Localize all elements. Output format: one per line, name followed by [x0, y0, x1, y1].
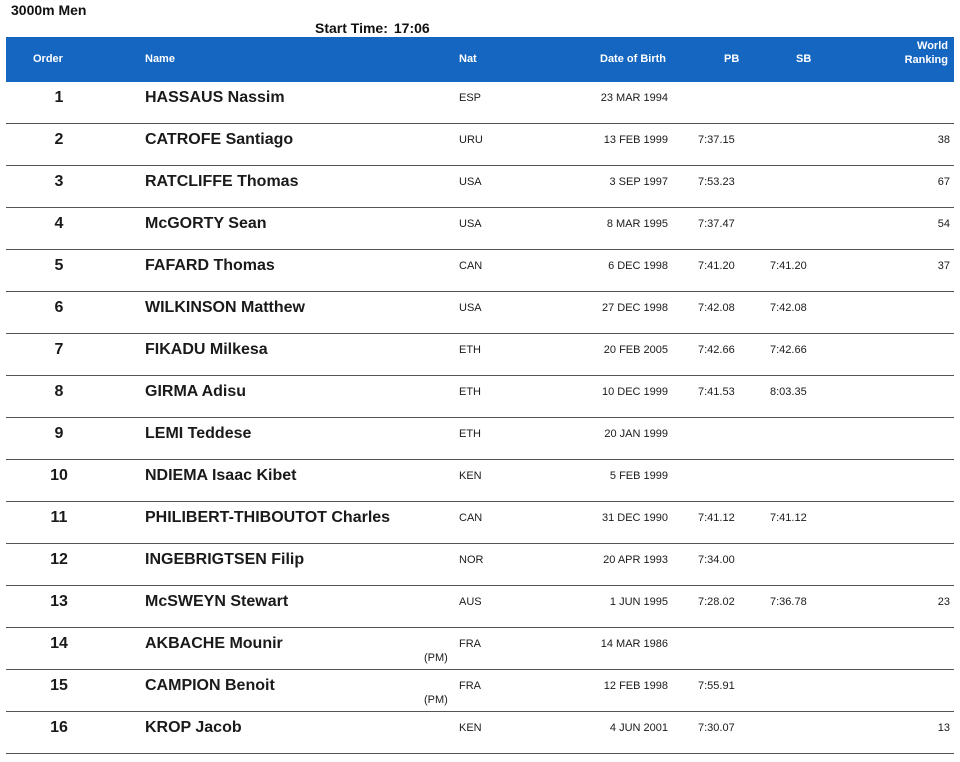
nationality-cell: FRA [459, 680, 481, 692]
world-ranking-cell: 37 [937, 260, 950, 272]
order-cell: 15 [50, 677, 68, 694]
athlete-name: PHILIBERT-THIBOUTOT Charles [145, 509, 391, 526]
world-ranking-cell: 54 [937, 218, 950, 230]
order-cell: 13 [50, 593, 68, 610]
athlete-name: RATCLIFFE Thomas [145, 173, 299, 190]
personal-best-cell: 7:30.07 [698, 722, 735, 734]
header-nat: Nat [459, 53, 477, 65]
season-best-cell: 7:36.78 [770, 596, 807, 608]
table-row [6, 544, 954, 586]
athlete-name: INGEBRIGTSEN Filip [145, 551, 305, 568]
nationality-cell: USA [459, 218, 482, 230]
nationality-cell: CAN [459, 512, 483, 524]
athlete-name: CATROFE Santiago [145, 131, 294, 148]
date-of-birth-cell: 31 DEC 1990 [601, 512, 668, 524]
table-row [6, 628, 954, 670]
start-time-value: 17:06 [393, 20, 430, 36]
date-of-birth-cell: 23 MAR 1994 [600, 92, 668, 104]
header-date-of-birth: Date of Birth [600, 53, 666, 65]
nationality-cell: CAN [459, 260, 483, 272]
nationality-cell: ETH [459, 428, 481, 440]
start-time [315, 20, 430, 36]
table-row [6, 376, 954, 418]
athlete-name: FAFARD Thomas [145, 257, 275, 274]
season-best-cell: 7:42.66 [770, 344, 807, 356]
date-of-birth-cell: 12 FEB 1998 [603, 680, 668, 692]
table-row [6, 166, 954, 208]
order-cell: 6 [54, 299, 64, 316]
order-cell: 11 [50, 509, 68, 526]
athlete-name: HASSAUS Nassim [145, 89, 285, 106]
athlete-name: McGORTY Sean [145, 215, 267, 232]
personal-best-cell: 7:55.91 [698, 680, 735, 692]
date-of-birth-cell: 3 SEP 1997 [609, 176, 668, 188]
order-cell: 10 [50, 467, 68, 484]
table-row [6, 418, 954, 460]
world-ranking-cell: 67 [937, 176, 950, 188]
header-world-ranking [905, 39, 948, 67]
personal-best-cell: 7:34.00 [698, 554, 735, 566]
personal-best-cell: 7:37.15 [698, 134, 735, 146]
athlete-name: WILKINSON Matthew [145, 299, 305, 316]
world-ranking-cell: 13 [937, 722, 950, 734]
date-of-birth-cell: 27 DEC 1998 [601, 302, 668, 314]
event-title: 3000m Men [11, 2, 87, 18]
personal-best-cell: 7:53.23 [698, 176, 735, 188]
order-cell: 8 [54, 383, 64, 400]
athlete-name: CAMPION Benoit [145, 677, 275, 694]
athlete-name: GIRMA Adisu [145, 383, 247, 400]
date-of-birth-cell: 20 APR 1993 [603, 554, 668, 566]
table-row [6, 334, 954, 376]
date-of-birth-cell: 8 MAR 1995 [606, 218, 668, 230]
nationality-cell: KEN [459, 722, 482, 734]
pacemaker-tag: (PM) [424, 694, 448, 706]
order-cell: 16 [50, 719, 68, 736]
nationality-cell: URU [459, 134, 483, 146]
personal-best-cell: 7:42.08 [698, 302, 735, 314]
world-ranking-cell: 23 [937, 596, 950, 608]
date-of-birth-cell: 4 JUN 2001 [609, 722, 668, 734]
personal-best-cell: 7:41.12 [698, 512, 735, 524]
table-row [6, 670, 954, 712]
header-sb: SB [796, 53, 812, 65]
table-row [6, 460, 954, 502]
table-row [6, 82, 954, 124]
header-world-ranking-line2: Ranking [904, 54, 948, 66]
order-cell: 14 [50, 635, 68, 652]
table-row [6, 124, 954, 166]
header-pb: PB [724, 53, 740, 65]
athlete-name: KROP Jacob [145, 719, 242, 736]
table-header [6, 37, 954, 82]
order-cell: 4 [54, 215, 64, 232]
order-cell: 1 [54, 89, 64, 106]
world-ranking-cell: 38 [937, 134, 950, 146]
nationality-cell: USA [459, 302, 482, 314]
nationality-cell: ETH [459, 386, 481, 398]
table-row [6, 292, 954, 334]
start-list-table [6, 82, 954, 754]
personal-best-cell: 7:41.53 [698, 386, 735, 398]
athlete-name: FIKADU Milkesa [145, 341, 268, 358]
date-of-birth-cell: 1 JUN 1995 [609, 596, 668, 608]
order-cell: 7 [54, 341, 64, 358]
table-row [6, 250, 954, 292]
personal-best-cell: 7:41.20 [698, 260, 735, 272]
order-cell: 2 [54, 131, 64, 148]
order-cell: 5 [54, 257, 64, 274]
start-time-label: Start Time: [315, 20, 388, 36]
date-of-birth-cell: 13 FEB 1999 [603, 134, 668, 146]
athlete-name: AKBACHE Mounir [145, 635, 283, 652]
nationality-cell: KEN [459, 470, 482, 482]
order-cell: 3 [54, 173, 64, 190]
season-best-cell: 7:42.08 [770, 302, 807, 314]
athlete-name: LEMI Teddese [145, 425, 252, 442]
nationality-cell: FRA [459, 638, 481, 650]
pacemaker-tag: (PM) [424, 652, 448, 664]
date-of-birth-cell: 10 DEC 1999 [601, 386, 668, 398]
nationality-cell: NOR [459, 554, 484, 566]
table-row [6, 208, 954, 250]
table-row [6, 502, 954, 544]
header-order: Order [33, 53, 63, 65]
nationality-cell: AUS [459, 596, 482, 608]
date-of-birth-cell: 20 FEB 2005 [603, 344, 668, 356]
table-row [6, 712, 954, 754]
header-name: Name [145, 53, 175, 65]
athlete-name: NDIEMA Isaac Kibet [145, 467, 297, 484]
header-world-ranking-line1: World [917, 40, 948, 52]
personal-best-cell: 7:42.66 [698, 344, 735, 356]
nationality-cell: ESP [459, 92, 482, 104]
season-best-cell: 8:03.35 [770, 386, 807, 398]
date-of-birth-cell: 6 DEC 1998 [608, 260, 668, 272]
table-row [6, 586, 954, 628]
order-cell: 12 [50, 551, 68, 568]
nationality-cell: ETH [459, 344, 481, 356]
personal-best-cell: 7:37.47 [698, 218, 735, 230]
date-of-birth-cell: 20 JAN 1999 [604, 428, 668, 440]
athlete-name: McSWEYN Stewart [145, 593, 289, 610]
personal-best-cell: 7:28.02 [698, 596, 735, 608]
nationality-cell: USA [459, 176, 482, 188]
order-cell: 9 [54, 425, 64, 442]
season-best-cell: 7:41.12 [770, 512, 807, 524]
season-best-cell: 7:41.20 [770, 260, 807, 272]
date-of-birth-cell: 5 FEB 1999 [609, 470, 668, 482]
date-of-birth-cell: 14 MAR 1986 [600, 638, 668, 650]
